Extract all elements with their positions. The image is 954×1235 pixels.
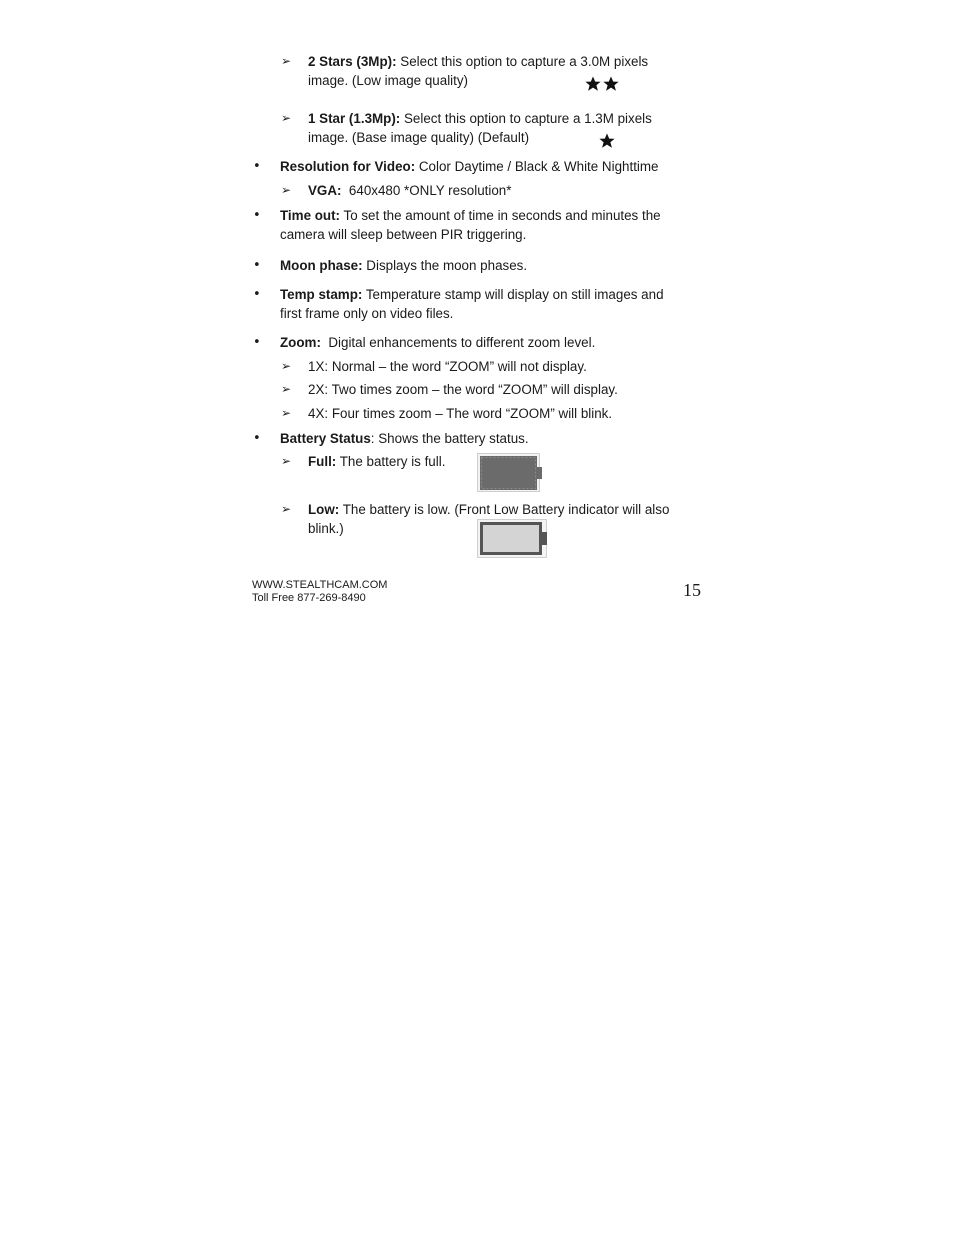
- time-out-label: Time out:: [280, 208, 341, 223]
- zoom-label: Zoom:: [280, 335, 321, 350]
- bullet-dot-icon: •: [253, 159, 261, 174]
- battery-low-label: Low:: [308, 502, 340, 517]
- one-star-icon: [598, 133, 616, 149]
- battery-status-text: : Shows the battery status.: [370, 431, 529, 446]
- resolution-video-line: [280, 157, 659, 176]
- time-out-text: To set the amount of time in seconds and minutes the: [340, 208, 661, 223]
- footer-tollfree: Toll Free 877-269-8490: [252, 592, 366, 604]
- battery-status-label: Battery Status: [280, 431, 371, 446]
- bullet-dot-icon: •: [253, 287, 261, 302]
- arrow-bullet-icon: ➢: [281, 111, 292, 125]
- arrow-bullet-icon: ➢: [281, 54, 292, 68]
- battery-low-line-1: [308, 500, 669, 519]
- battery-low-icon: [477, 519, 549, 559]
- bullet-dot-icon: •: [253, 208, 261, 223]
- resolution-video-label: Resolution for Video:: [280, 159, 416, 174]
- resolution-video-text: Color Daytime / Black & White Nighttime: [415, 159, 659, 174]
- arrow-bullet-icon: ➢: [281, 406, 292, 420]
- zoom-option-4x: 4X: Four times zoom – The word “ZOOM” will blink.: [308, 406, 613, 421]
- temp-stamp-text: Temperature stamp will display on still images and: [362, 287, 664, 302]
- moon-phase-label: Moon phase:: [280, 258, 363, 273]
- two-stars-icon: [585, 76, 621, 92]
- moon-phase-line: [280, 256, 527, 275]
- page-number: 15: [683, 580, 701, 600]
- zoom-text: Digital enhancements to different zoom level.: [320, 335, 596, 350]
- one-star-line-2: image. (Base image quality) (Default): [308, 130, 530, 145]
- battery-full-line: [308, 452, 445, 471]
- arrow-bullet-icon: ➢: [281, 359, 292, 373]
- arrow-bullet-icon: ➢: [281, 454, 292, 468]
- temp-stamp-line-1: [280, 285, 664, 304]
- battery-low-text: The battery is low. (Front Low Battery indicator will also: [339, 502, 670, 517]
- zoom-line: [280, 333, 595, 352]
- temp-stamp-label: Temp stamp:: [280, 287, 363, 302]
- vga-label: VGA:: [308, 183, 342, 198]
- bullet-dot-icon: •: [253, 431, 261, 446]
- battery-full-icon: [477, 453, 543, 493]
- time-out-line-1: [280, 206, 661, 225]
- vga-line: [308, 181, 511, 200]
- one-star-line-1: [308, 109, 652, 128]
- arrow-bullet-icon: ➢: [281, 502, 292, 516]
- arrow-bullet-icon: ➢: [281, 382, 292, 396]
- vga-text: 640x480 *ONLY resolution*: [341, 183, 512, 198]
- footer-website: WWW.STEALTHCAM.COM: [252, 579, 388, 591]
- temp-stamp-line-2: first frame only on video files.: [280, 306, 454, 321]
- time-out-line-2: camera will sleep between PIR triggering.: [280, 227, 527, 242]
- two-stars-label: 2 Stars (3Mp):: [308, 54, 397, 69]
- one-star-label: 1 Star (1.3Mp):: [308, 111, 401, 126]
- bullet-dot-icon: •: [253, 335, 261, 350]
- moon-phase-text: Displays the moon phases.: [362, 258, 528, 273]
- two-stars-line-1: [308, 52, 648, 71]
- bullet-dot-icon: •: [253, 258, 261, 273]
- two-stars-text: Select this option to capture a 3.0M pixels: [396, 54, 649, 69]
- one-star-text: Select this option to capture a 1.3M pixels: [400, 111, 652, 126]
- arrow-bullet-icon: ➢: [281, 183, 292, 197]
- battery-full-text: The battery is full.: [336, 454, 446, 469]
- zoom-option-1x: 1X: Normal – the word “ZOOM” will not display.: [308, 359, 587, 374]
- two-stars-line-2: image. (Low image quality): [308, 73, 469, 88]
- zoom-option-2x: 2X: Two times zoom – the word “ZOOM” will display.: [308, 382, 618, 397]
- battery-full-label: Full:: [308, 454, 337, 469]
- battery-status-line: [280, 429, 529, 448]
- battery-low-line-2: blink.): [308, 521, 344, 536]
